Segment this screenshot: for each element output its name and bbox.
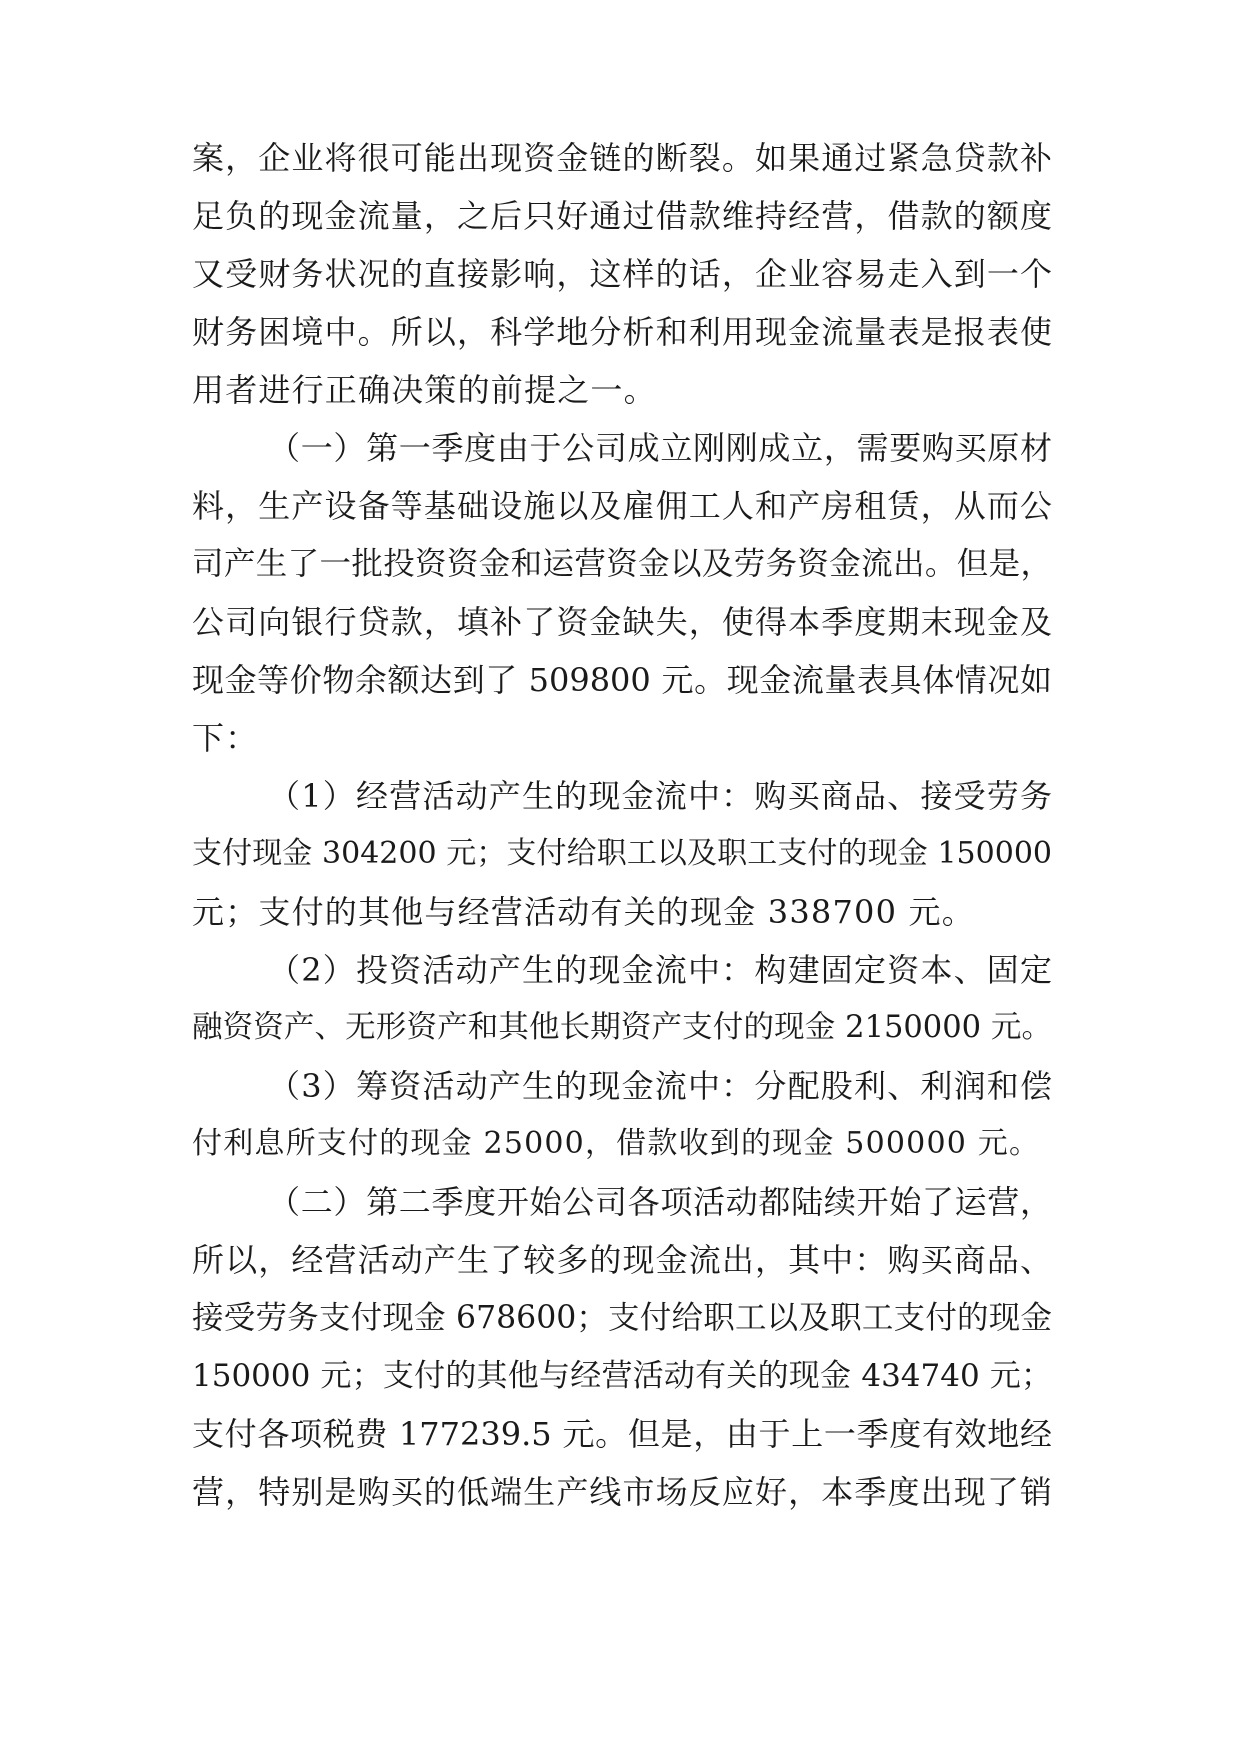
text-line: 司产生了一批投资资金和运营资金以及劳务资金流出。但是， <box>192 546 1052 582</box>
text-line: 又受财务状况的直接影响，这样的话，企业容易走入到一个 <box>192 255 1052 293</box>
paragraph-first-line: （二）第二季度开始公司各项活动都陆续开始了运营， <box>268 1183 1052 1221</box>
text-line: 下： <box>192 719 259 757</box>
text-line: 150000 元；支付的其他与经营活动有关的现金 434740 元； <box>192 1358 1052 1394</box>
text-line: 营，特别是购买的低端生产线市场反应好，本季度出现了销 <box>192 1473 1052 1511</box>
text-line: 财务困境中。所以，科学地分析和利用现金流量表是报表使 <box>192 313 1052 351</box>
text-line: 案，企业将很可能出现资金链的断裂。如果通过紧急贷款补 <box>192 139 1052 177</box>
text-line: 用者进行正确决策的前提之一。 <box>192 371 657 409</box>
paragraph-first-line: （2）投资活动产生的现金流中：构建固定资本、固定 <box>268 951 1052 989</box>
text-line: 公司向银行贷款，填补了资金缺失，使得本季度期末现金及 <box>192 603 1052 641</box>
paragraph-first-line: （一）第一季度由于公司成立刚刚成立，需要购买原材 <box>268 429 1052 467</box>
paragraph-first-line: （1）经营活动产生的现金流中：购买商品、接受劳务 <box>268 777 1052 815</box>
text-line: 所以，经营活动产生了较多的现金流出，其中：购买商品、 <box>192 1241 1052 1279</box>
text-line: 现金等价物余额达到了 509800 元。现金流量表具体情况如 <box>192 661 1052 699</box>
text-line: 料，生产设备等基础设施以及雇佣工人和产房租赁，从而公 <box>192 487 1052 525</box>
text-line: 足负的现金流量，之后只好通过借款维持经营，借款的额度 <box>192 197 1052 235</box>
text-line: 融资资产、无形资产和其他长期资产支付的现金 2150000 元。 <box>192 1010 1052 1045</box>
text-line: 付利息所支付的现金 25000，借款收到的现金 500000 元。 <box>192 1126 1041 1161</box>
paragraph-first-line: （3）筹资活动产生的现金流中：分配股利、利润和偿 <box>268 1067 1052 1105</box>
text-line: 支付各项税费 177239.5 元。但是，由于上一季度有效地经 <box>192 1415 1052 1453</box>
text-line: 接受劳务支付现金 678600；支付给职工以及职工支付的现金 <box>192 1300 1052 1336</box>
text-line: 支付现金 304200 元；支付给职工以及职工支付的现金 150000 <box>192 836 1052 871</box>
text-line: 元；支付的其他与经营活动有关的现金 338700 元。 <box>192 893 975 931</box>
